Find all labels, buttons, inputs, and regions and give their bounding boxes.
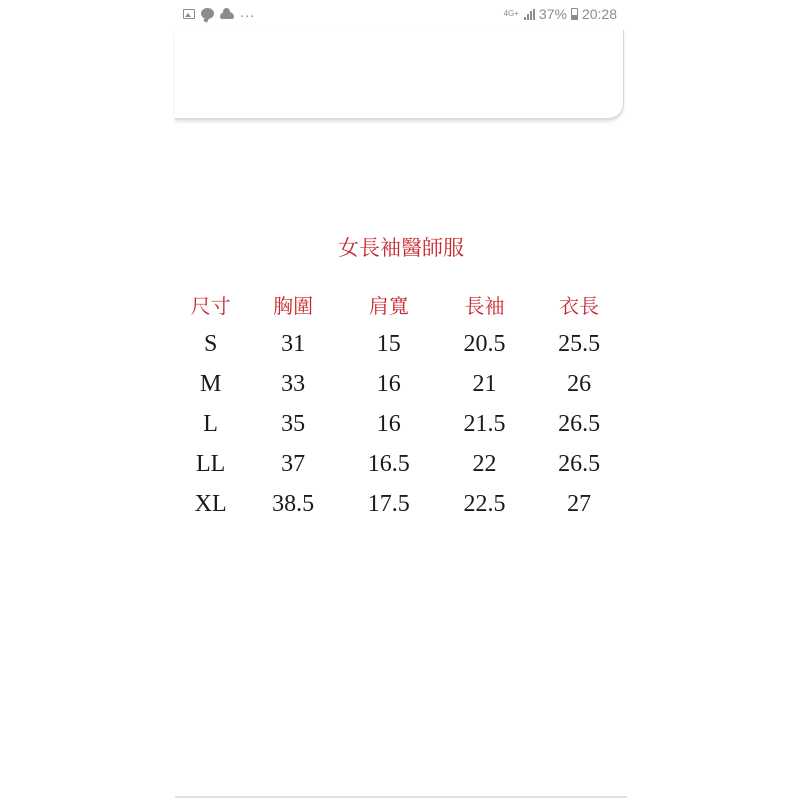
cloud-icon bbox=[220, 12, 234, 19]
table-row bbox=[175, 404, 627, 444]
clock: 20:28 bbox=[581, 6, 617, 22]
cell-size: M bbox=[199, 370, 222, 397]
cell-sleeve: 21 bbox=[472, 370, 497, 397]
cell-sleeve: 22.5 bbox=[463, 490, 506, 517]
cell-chest: 33 bbox=[281, 370, 306, 397]
cell-shoulder: 16 bbox=[376, 370, 401, 397]
cell-chest: 31 bbox=[281, 330, 306, 357]
phone-screen bbox=[175, 0, 627, 800]
cell-length: 27 bbox=[567, 490, 592, 517]
cell-sleeve: 21.5 bbox=[463, 410, 506, 437]
battery-percent: 37% bbox=[538, 6, 567, 22]
cell-length: 26.5 bbox=[558, 450, 601, 477]
cell-size: LL bbox=[195, 450, 226, 477]
line-app-icon bbox=[201, 8, 214, 19]
cell-length: 25.5 bbox=[558, 330, 601, 357]
table-row bbox=[175, 484, 627, 524]
cell-shoulder: 17.5 bbox=[367, 490, 410, 517]
header-sleeve: 長袖 bbox=[464, 293, 505, 318]
cell-length: 26.5 bbox=[558, 410, 601, 437]
bottom-divider bbox=[175, 796, 627, 798]
system-status bbox=[504, 6, 617, 22]
battery-icon bbox=[571, 8, 578, 20]
cell-sleeve: 22 bbox=[472, 450, 497, 477]
image-icon bbox=[183, 9, 195, 19]
table-row bbox=[175, 444, 627, 484]
header-card bbox=[175, 30, 624, 120]
cell-size: L bbox=[203, 410, 218, 437]
cell-size: XL bbox=[194, 490, 227, 517]
size-chart-table bbox=[175, 284, 627, 524]
table-row bbox=[175, 364, 627, 404]
table-row bbox=[175, 324, 627, 364]
cell-shoulder: 16 bbox=[376, 410, 401, 437]
network-type-icon: 4G+ bbox=[503, 9, 519, 18]
cell-size: S bbox=[203, 330, 218, 357]
status-bar bbox=[175, 0, 627, 30]
cell-sleeve: 20.5 bbox=[463, 330, 506, 357]
cell-chest: 35 bbox=[281, 410, 306, 437]
cell-shoulder: 16.5 bbox=[367, 450, 410, 477]
cell-chest: 37 bbox=[281, 450, 306, 477]
more-notifications: ... bbox=[240, 6, 256, 21]
header-size: 尺寸 bbox=[190, 293, 231, 318]
size-chart-title: 女長袖醫師服 bbox=[338, 236, 464, 260]
signal-icon bbox=[524, 9, 535, 20]
header-length: 衣長 bbox=[559, 293, 600, 318]
table-header-row bbox=[175, 284, 627, 324]
notification-icons bbox=[183, 6, 255, 21]
cell-length: 26 bbox=[567, 370, 592, 397]
cell-chest: 38.5 bbox=[272, 490, 315, 517]
header-chest: 胸圍 bbox=[273, 293, 314, 318]
header-shoulder: 肩寬 bbox=[368, 293, 409, 318]
cell-shoulder: 15 bbox=[376, 330, 401, 357]
